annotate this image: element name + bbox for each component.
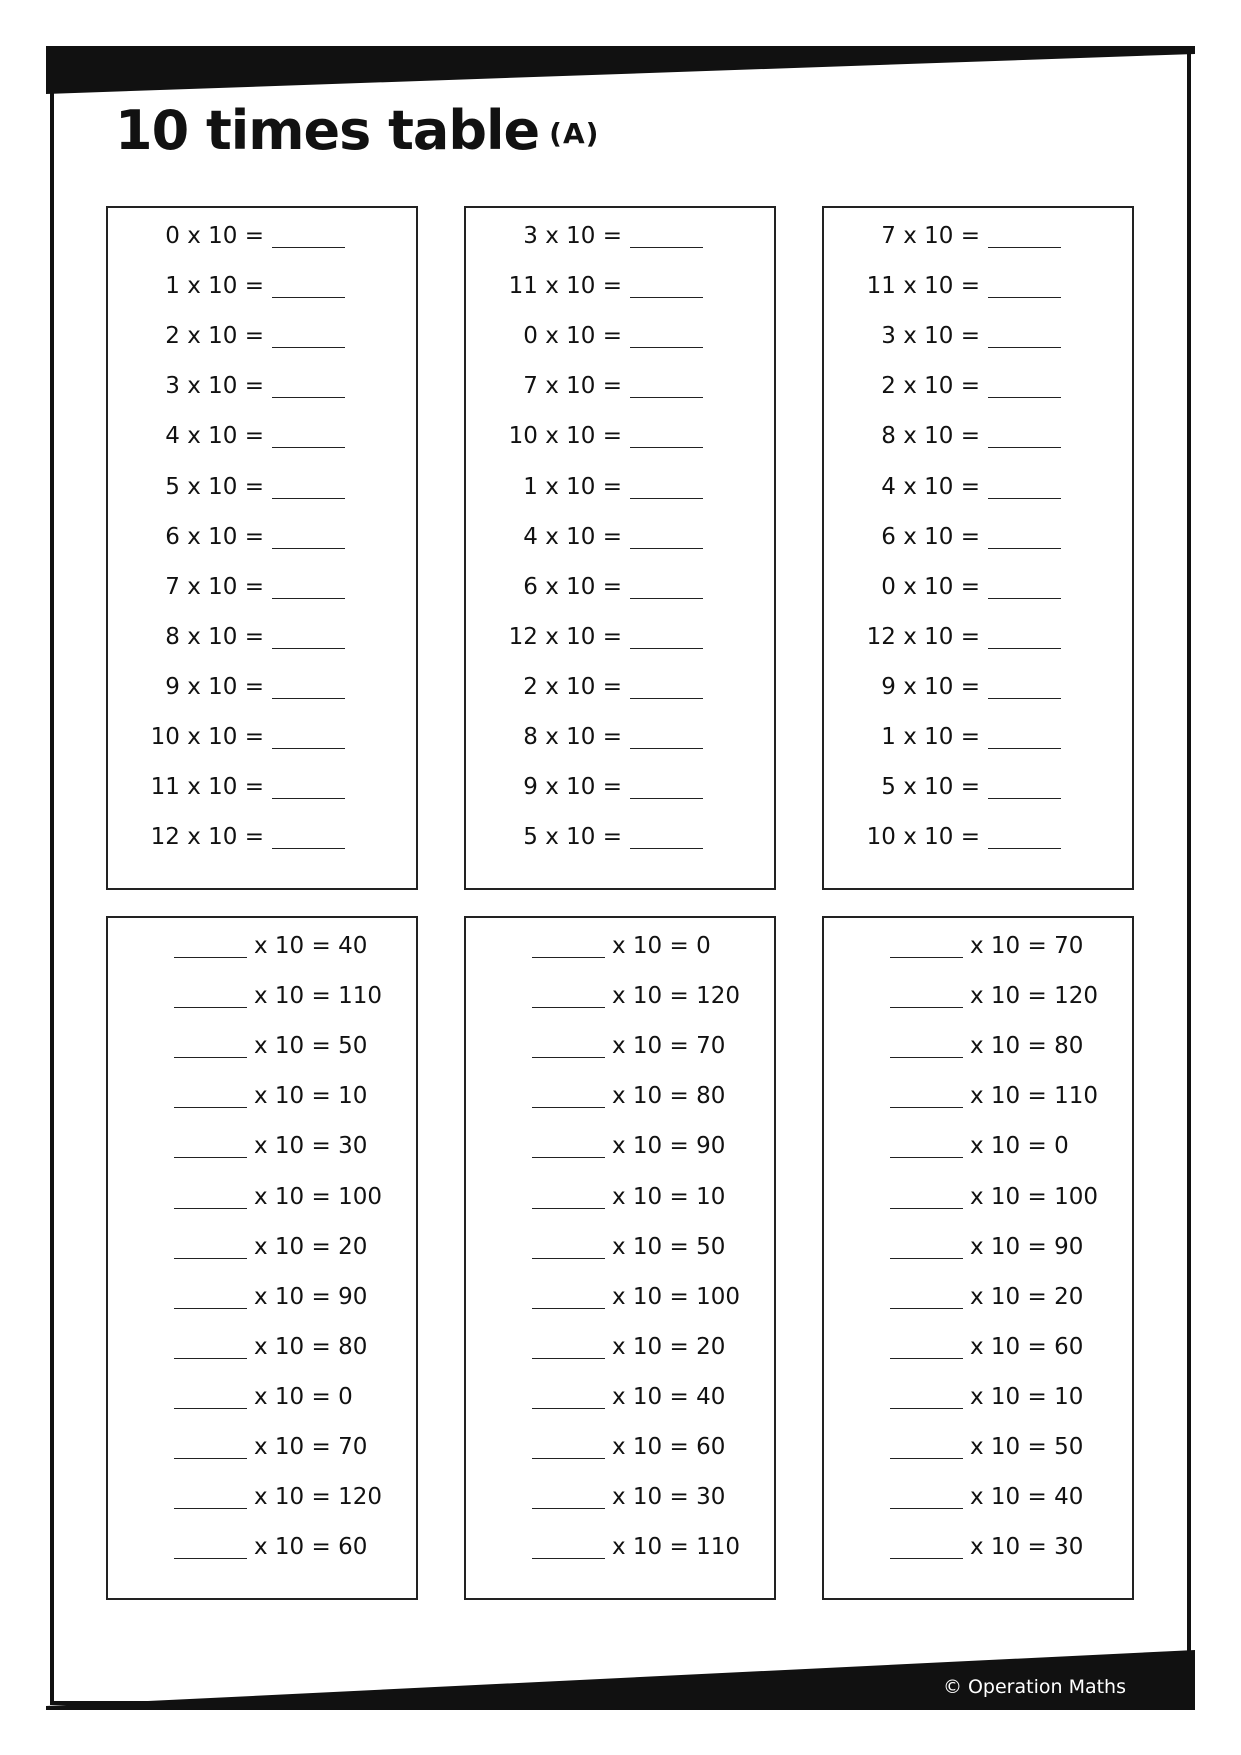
answer-blank[interactable] [988,247,1061,248]
problem-row [824,567,1132,607]
problem-text: 5 x 10 = [523,824,622,851]
answer-blank[interactable] [272,848,345,849]
problem-row [824,1076,1132,1116]
problem-text: x 10 = 10 [970,1383,1084,1410]
problem-row [466,617,774,657]
problem-text: 7 x 10 = [165,573,264,600]
problem-row [466,1026,774,1066]
problem-row [108,1076,416,1116]
answer-blank[interactable] [272,397,345,398]
problem-text: 11 x 10 = [866,273,980,300]
answer-blank[interactable] [630,447,703,448]
problem-row [466,216,774,256]
problem-row [108,1277,416,1317]
problem-text: 10 x 10 = [150,724,264,750]
problem-row [108,617,416,657]
answer-blank[interactable] [272,498,345,499]
answer-blank[interactable] [532,957,605,958]
problem-row [466,266,774,306]
problem-row [108,567,416,607]
copyright-text: © Operation Maths [942,1676,1126,1698]
problem-text: 2 x 10 = [165,323,264,350]
problem-text: 2 x 10 = [523,673,622,700]
problem-row [466,1076,774,1116]
problem-row [466,416,774,456]
problem-row [466,767,774,807]
problem-text: x 10 = 60 [254,1534,368,1561]
answer-blank[interactable] [988,397,1061,398]
problem-row [824,667,1132,707]
problem-text: x 10 = 90 [254,1283,368,1310]
problem-row [466,316,774,356]
worksheet-title [115,99,600,162]
answer-blank[interactable] [890,1458,963,1459]
problem-text: x 10 = 30 [612,1484,726,1511]
answer-blank[interactable] [532,1458,605,1459]
problem-row [824,216,1132,256]
answer-blank[interactable] [630,498,703,499]
problem-text: x 10 = 30 [254,1133,368,1160]
answer-blank[interactable] [988,798,1061,799]
answer-blank[interactable] [988,598,1061,599]
problem-text: x 10 = 120 [254,1484,382,1511]
answer-blank[interactable] [272,748,345,749]
problem-text: 1 x 10 = [523,473,622,500]
problem-row [108,817,416,857]
answer-blank[interactable] [630,297,703,298]
answer-blank[interactable] [630,748,703,749]
answer-blank[interactable] [532,1258,605,1259]
answer-blank[interactable] [532,1107,605,1108]
problem-text: x 10 = 70 [970,933,1084,959]
answer-blank[interactable] [532,1007,605,1008]
problem-box-6 [822,916,1134,1600]
problem-text: x 10 = 50 [612,1233,726,1260]
problem-row [108,517,416,557]
problem-row [824,416,1132,456]
problem-row [466,926,774,966]
problem-row [108,467,416,507]
problem-row [466,1227,774,1267]
answer-blank[interactable] [272,598,345,599]
problem-text: x 10 = 100 [612,1283,740,1310]
problem-row [824,1327,1132,1367]
problem-row [824,366,1132,406]
answer-blank[interactable] [988,297,1061,298]
title-version: (A) [549,117,600,150]
problem-row [824,1177,1132,1217]
answer-blank[interactable] [890,1057,963,1058]
problem-row [466,976,774,1016]
problem-text: 8 x 10 = [165,623,264,650]
answer-blank[interactable] [174,957,247,958]
answer-blank[interactable] [630,247,703,248]
problem-text: x 10 = 60 [612,1434,726,1460]
problem-row [108,1527,416,1567]
problem-text: x 10 = 0 [254,1383,353,1410]
problem-text: 3 x 10 = [523,223,622,249]
problem-row [824,1377,1132,1417]
answer-blank[interactable] [532,1157,605,1158]
answer-blank[interactable] [630,648,703,649]
problem-row [108,1477,416,1517]
answer-blank[interactable] [988,698,1061,699]
answer-blank[interactable] [272,548,345,549]
problem-text: x 10 = 80 [970,1033,1084,1060]
answer-blank[interactable] [890,1208,963,1209]
problem-text: x 10 = 110 [612,1534,740,1561]
problem-row [466,517,774,557]
problem-row [108,416,416,456]
problem-text: 5 x 10 = [881,774,980,801]
title-text: 10 times table [115,99,540,162]
problem-text: x 10 = 50 [254,1033,368,1060]
answer-blank[interactable] [988,748,1061,749]
answer-blank[interactable] [272,447,345,448]
problem-row [824,316,1132,356]
answer-blank[interactable] [174,1408,247,1409]
problem-row [824,1277,1132,1317]
problem-row [108,1177,416,1217]
problem-text: 9 x 10 = [881,673,980,700]
problem-row [466,567,774,607]
answer-blank[interactable] [890,1558,963,1559]
problem-row [108,926,416,966]
answer-blank[interactable] [174,1458,247,1459]
problem-text: x 10 = 90 [970,1233,1084,1260]
answer-blank[interactable] [630,598,703,599]
problem-row [466,366,774,406]
problem-row [108,1427,416,1467]
problem-row [466,1377,774,1417]
problem-text: 0 x 10 = [881,573,980,600]
problem-box-5 [464,916,776,1600]
problem-text: 9 x 10 = [165,673,264,700]
answer-blank[interactable] [988,548,1061,549]
answer-blank[interactable] [532,1358,605,1359]
answer-blank[interactable] [532,1558,605,1559]
answer-blank[interactable] [174,1007,247,1008]
problem-row [466,1277,774,1317]
answer-blank[interactable] [988,848,1061,849]
answer-blank[interactable] [174,1057,247,1058]
answer-blank[interactable] [890,1508,963,1509]
problem-row [108,1377,416,1417]
problem-row [824,1427,1132,1467]
problem-row [108,1327,416,1367]
problem-row [108,216,416,256]
answer-blank[interactable] [174,1208,247,1209]
answer-blank[interactable] [890,1408,963,1409]
problem-text: 4 x 10 = [881,473,980,500]
answer-blank[interactable] [174,1508,247,1509]
problem-text: 12 x 10 = [508,623,622,650]
problem-row [466,467,774,507]
answer-blank[interactable] [174,1107,247,1108]
problem-row [824,767,1132,807]
problem-row [824,976,1132,1016]
answer-blank[interactable] [174,1358,247,1359]
problem-text: x 10 = 70 [254,1434,368,1460]
answer-blank[interactable] [890,1258,963,1259]
problem-row [108,366,416,406]
problem-text: 12 x 10 = [150,824,264,851]
answer-blank[interactable] [890,1157,963,1158]
answer-blank[interactable] [988,648,1061,649]
problem-row [466,717,774,757]
problem-text: x 10 = 10 [612,1183,726,1210]
answer-blank[interactable] [890,957,963,958]
problem-text: x 10 = 10 [254,1083,368,1110]
problem-text: 9 x 10 = [523,774,622,801]
problem-text: 5 x 10 = [165,473,264,500]
problem-row [824,717,1132,757]
answer-blank[interactable] [532,1057,605,1058]
problem-text: x 10 = 20 [612,1333,726,1360]
problem-text: 7 x 10 = [523,373,622,400]
answer-blank[interactable] [174,1157,247,1158]
problem-row [108,1227,416,1267]
answer-blank[interactable] [630,548,703,549]
top-black-band [46,46,1195,94]
problem-text: x 10 = 80 [612,1083,726,1110]
problem-row [824,517,1132,557]
problem-text: 0 x 10 = [523,323,622,350]
problem-text: 6 x 10 = [523,573,622,600]
problem-row [824,266,1132,306]
problem-text: 2 x 10 = [881,373,980,400]
problem-box-2 [464,206,776,890]
problem-text: x 10 = 120 [970,983,1098,1010]
answer-blank[interactable] [532,1508,605,1509]
problem-text: 8 x 10 = [881,423,980,450]
problem-text: x 10 = 40 [970,1484,1084,1511]
problem-row [108,667,416,707]
problem-text: x 10 = 80 [254,1333,368,1360]
problem-row [824,1527,1132,1567]
problem-row [466,1527,774,1567]
problem-box-3 [822,206,1134,890]
answer-blank[interactable] [272,798,345,799]
problem-text: 3 x 10 = [165,373,264,400]
problem-row [108,266,416,306]
problem-row [824,617,1132,657]
problem-box-1 [106,206,418,890]
problem-text: x 10 = 110 [970,1083,1098,1110]
answer-blank[interactable] [630,397,703,398]
answer-blank[interactable] [890,1107,963,1108]
problem-text: x 10 = 100 [970,1183,1098,1210]
problem-box-4 [106,916,418,1600]
answer-blank[interactable] [174,1558,247,1559]
answer-blank[interactable] [890,1007,963,1008]
answer-blank[interactable] [988,347,1061,348]
problem-text: 10 x 10 = [508,423,622,450]
problem-row [466,1477,774,1517]
problem-row [824,1126,1132,1166]
problem-text: 12 x 10 = [866,623,980,650]
answer-blank[interactable] [174,1308,247,1309]
answer-blank[interactable] [988,447,1061,448]
answer-blank[interactable] [890,1358,963,1359]
problem-text: x 10 = 40 [254,933,368,959]
problem-text: x 10 = 100 [254,1183,382,1210]
problem-row [108,1126,416,1166]
answer-blank[interactable] [630,848,703,849]
problem-row [824,926,1132,966]
problem-text: x 10 = 20 [254,1233,368,1260]
problem-text: x 10 = 40 [612,1383,726,1410]
problem-row [824,817,1132,857]
problem-text: x 10 = 90 [612,1133,726,1160]
problem-row [824,1026,1132,1066]
problem-text: 4 x 10 = [523,523,622,550]
problem-text: x 10 = 50 [970,1434,1084,1460]
problem-text: x 10 = 20 [970,1283,1084,1310]
problem-row [108,976,416,1016]
problem-text: 11 x 10 = [150,774,264,801]
answer-blank[interactable] [532,1408,605,1409]
problem-row [108,767,416,807]
problem-text: x 10 = 30 [970,1534,1084,1561]
answer-blank[interactable] [532,1308,605,1309]
problem-row [466,1177,774,1217]
problem-row [466,667,774,707]
problem-text: 3 x 10 = [881,323,980,350]
problem-row [466,817,774,857]
problem-text: 1 x 10 = [165,273,264,300]
answer-blank[interactable] [988,498,1061,499]
problem-row [466,1427,774,1467]
problem-text: 1 x 10 = [881,724,980,750]
problem-text: 0 x 10 = [165,223,264,249]
problem-row [824,467,1132,507]
answer-blank[interactable] [532,1208,605,1209]
problem-row [824,1227,1132,1267]
problem-text: 6 x 10 = [881,523,980,550]
answer-blank[interactable] [272,698,345,699]
answer-blank[interactable] [272,648,345,649]
problem-text: x 10 = 70 [612,1033,726,1060]
answer-blank[interactable] [174,1258,247,1259]
problem-text: 6 x 10 = [165,523,264,550]
problem-row [108,316,416,356]
answer-blank[interactable] [630,347,703,348]
problem-text: x 10 = 0 [970,1133,1069,1160]
problem-text: x 10 = 60 [970,1333,1084,1360]
problem-text: 8 x 10 = [523,724,622,750]
answer-blank[interactable] [272,347,345,348]
problem-row [108,717,416,757]
problem-row [466,1126,774,1166]
problem-text: 7 x 10 = [881,223,980,249]
problem-text: 4 x 10 = [165,423,264,450]
problem-row [824,1477,1132,1517]
problem-text: 10 x 10 = [866,824,980,851]
answer-blank[interactable] [272,297,345,298]
problem-text: 11 x 10 = [508,273,622,300]
problem-text: x 10 = 0 [612,933,711,959]
answer-blank[interactable] [630,698,703,699]
problem-text: x 10 = 120 [612,983,740,1010]
answer-blank[interactable] [630,798,703,799]
problem-row [466,1327,774,1367]
answer-blank[interactable] [890,1308,963,1309]
answer-blank[interactable] [272,247,345,248]
problem-row [108,1026,416,1066]
problem-text: x 10 = 110 [254,983,382,1010]
